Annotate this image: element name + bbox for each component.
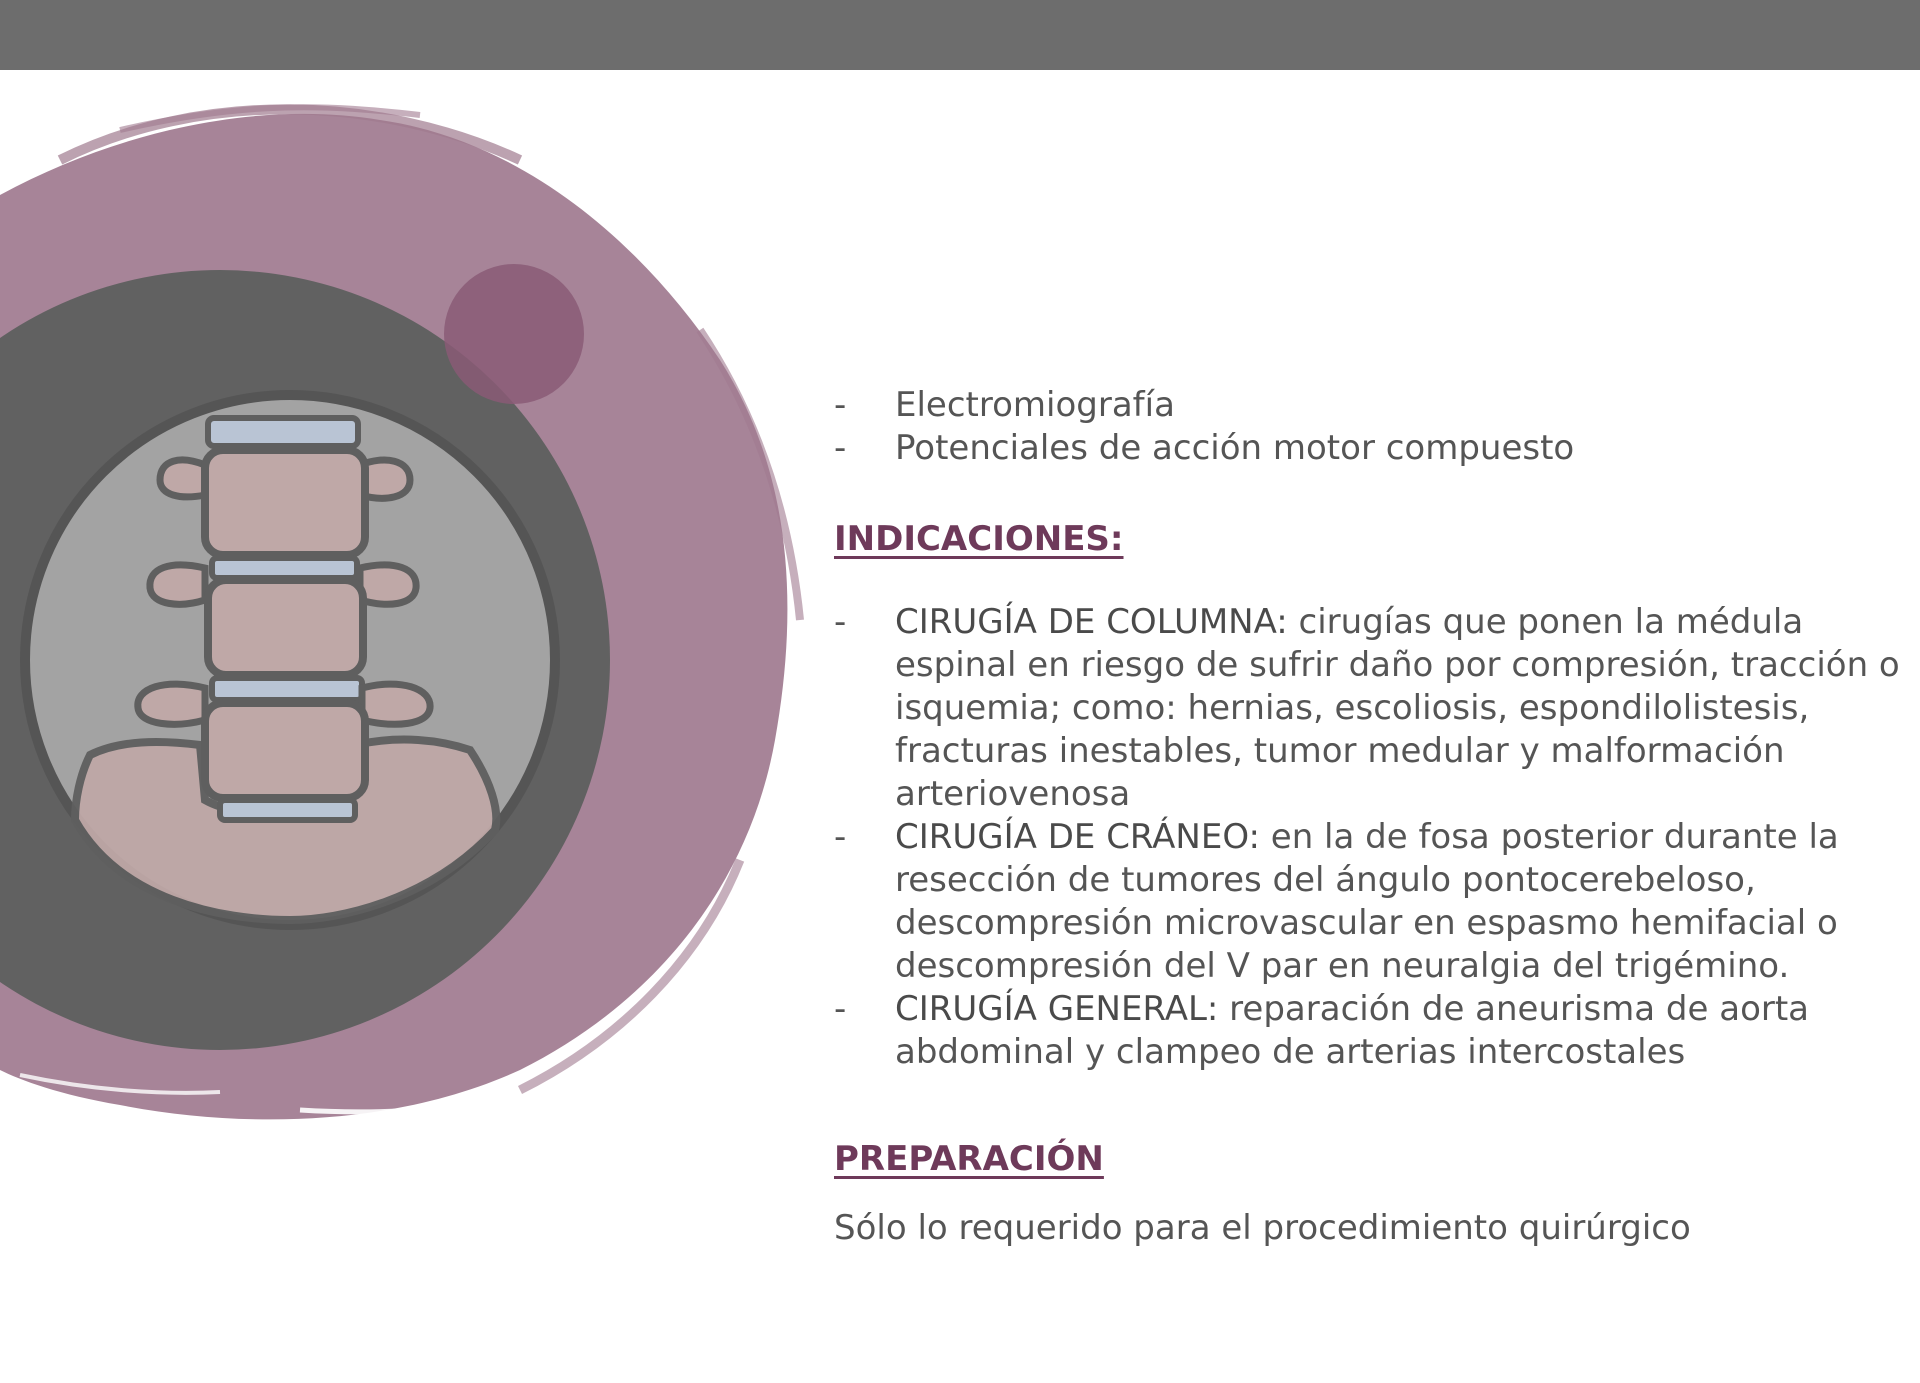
bullet-dash: - bbox=[834, 817, 847, 857]
list-item-text: Potenciales de acción motor compuesto bbox=[895, 428, 1575, 468]
list-item-label: CIRUGÍA DE COLUMNA: bbox=[895, 602, 1288, 642]
bullet-dash: - bbox=[834, 428, 847, 468]
preparacion-section bbox=[834, 1138, 1914, 1181]
indicaciones-heading: INDICACIONES: bbox=[834, 519, 1124, 559]
list-item-text: cirugías que ponen la médula espinal en riesgo de sufrir daño por compresión, tracción o isquemia; como: hernias, escoliosis, espondilolistesis, fracturas inestables, tumor medular y malformación arteriovenosa bbox=[895, 602, 1900, 814]
list-item-label: CIRUGÍA GENERAL: bbox=[895, 989, 1219, 1029]
indicaciones-list bbox=[834, 601, 1914, 1074]
monitoring-list bbox=[834, 384, 1914, 470]
top-bar bbox=[0, 0, 1920, 70]
list-item bbox=[834, 816, 1914, 988]
bullet-dash: - bbox=[834, 385, 847, 425]
list-item bbox=[834, 427, 1914, 470]
content bbox=[834, 384, 1914, 1250]
preparacion-heading: PREPARACIÓN bbox=[834, 1139, 1104, 1179]
accent-dot bbox=[444, 264, 584, 404]
preparacion-text: Sólo lo requerido para el procedimiento quirúrgico bbox=[834, 1208, 1691, 1248]
bullet-dash: - bbox=[834, 989, 847, 1029]
list-item-text: reparación de aneurisma de aorta abdominal y clampeo de arterias intercostales bbox=[895, 989, 1810, 1072]
list-item bbox=[834, 384, 1914, 427]
bullet-dash: - bbox=[834, 602, 847, 642]
indicaciones-section bbox=[834, 518, 1914, 561]
lumbar-spine-icon bbox=[0, 100, 820, 1160]
list-item-text: en la de fosa posterior durante la resección de tumores del ángulo pontocerebeloso, descompresión microvascular en espasmo hemifacial o descompresión del V par en neuralgia del trigémino. bbox=[895, 817, 1839, 986]
list-item-label: CIRUGÍA DE CRÁNEO: bbox=[895, 817, 1260, 857]
list-item-text: Electromiografía bbox=[895, 385, 1175, 425]
list-item bbox=[834, 601, 1914, 816]
list-item bbox=[834, 988, 1914, 1074]
